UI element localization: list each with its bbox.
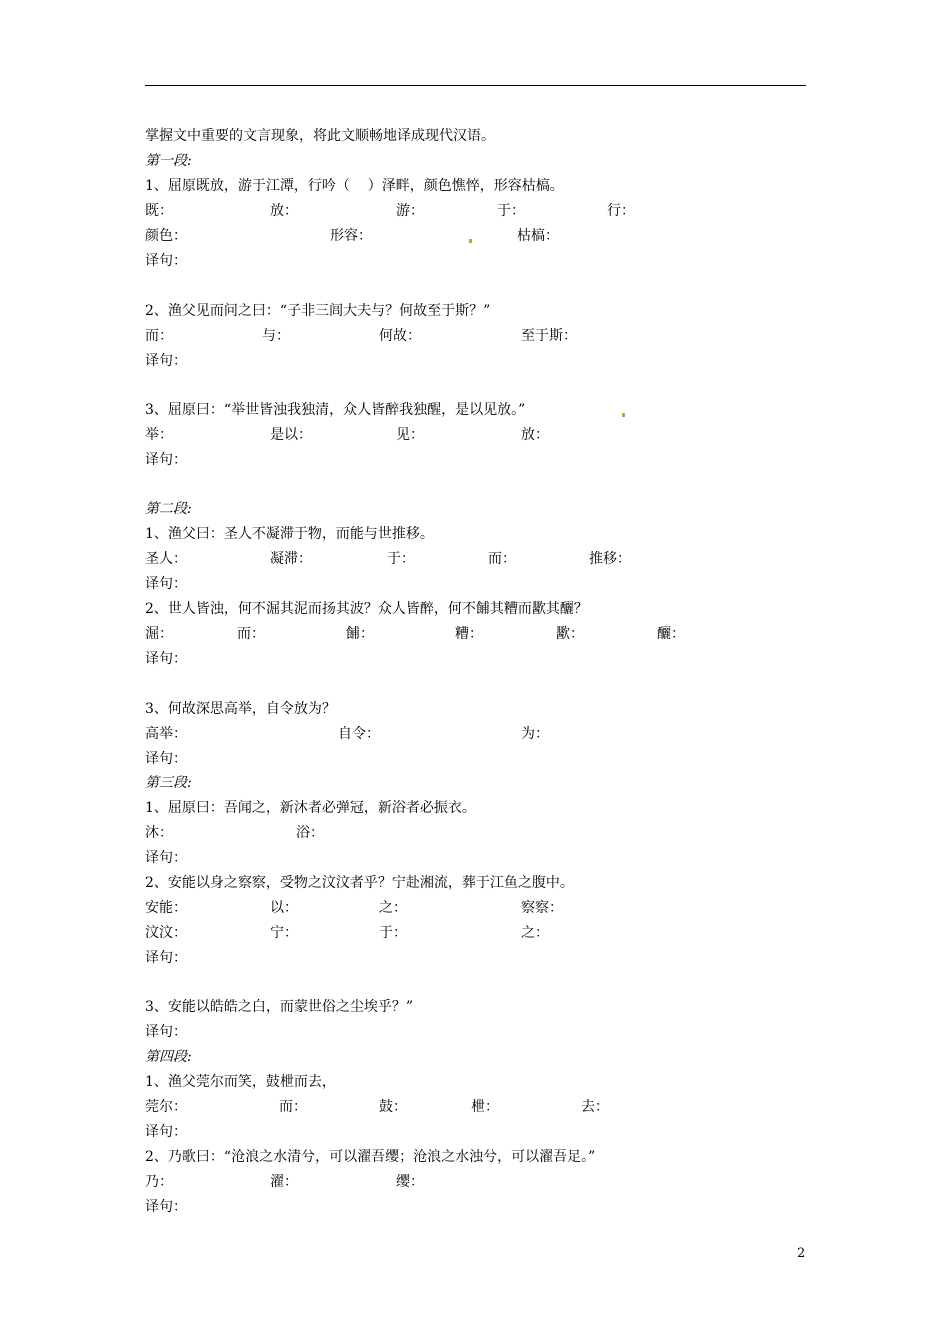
vocab-label: 见：: [396, 427, 424, 443]
page-number: 2: [797, 1246, 806, 1261]
vocab-label: 与：: [262, 328, 290, 344]
vocab-label: 何故：: [379, 328, 421, 344]
section-3-heading: 第三段:: [145, 775, 192, 791]
vocab-label: 淈：: [145, 626, 173, 642]
vocab-label: 举：: [145, 427, 173, 443]
p3-sentence-2: 2、安能以身之察察，受物之汶汶者乎？宁赴湘流，葬于江鱼之腹中。: [145, 875, 574, 891]
vocab-label: 察察：: [521, 900, 563, 916]
translate-label: 译句：: [145, 253, 187, 269]
vocab-label: 而：: [488, 551, 516, 567]
translate-label: 译句：: [145, 1124, 187, 1140]
vocab-label: 濯：: [270, 1174, 298, 1190]
translate-label: 译句：: [145, 452, 187, 468]
p2-sentence-3: 3、何故深思高举，自令放为？: [145, 701, 336, 717]
vocab-label: 圣人：: [145, 551, 187, 567]
vocab-label: 为：: [521, 726, 549, 742]
p2-sentence-1: 1、渔父曰：圣人不凝滞于物，而能与世推移。: [145, 526, 434, 542]
section-4-heading: 第四段:: [145, 1049, 192, 1065]
vocab-label: 安能：: [145, 900, 187, 916]
vocab-label: 高举：: [145, 726, 187, 742]
vocab-label: 浴：: [296, 825, 324, 841]
p2-sentence-2: 2、世人皆浊，何不淈其泥而扬其波？众人皆醉，何不餔其糟而歠其釃？: [145, 601, 588, 617]
vocab-label: 乃：: [145, 1174, 173, 1190]
vocab-label: 以：: [270, 900, 298, 916]
vocab-label: 于：: [497, 203, 525, 219]
vocab-label: 于：: [387, 551, 415, 567]
intro-text: 掌握文中重要的文言现象，将此文顺畅地译成现代汉语。: [145, 128, 495, 144]
p3-sentence-3: 3、安能以皓皓之白，而蒙世俗之尘埃乎？”: [145, 999, 414, 1015]
section-2-heading: 第二段:: [145, 501, 192, 517]
p3-sentence-1: 1、屈原曰：吾闻之，新沐者必弹冠，新浴者必振衣。: [145, 800, 476, 816]
translate-label: 译句：: [145, 576, 187, 592]
vocab-label: 而：: [237, 626, 265, 642]
vocab-label: 枯槁：: [517, 228, 559, 244]
translate-label: 译句：: [145, 850, 187, 866]
vocab-label: 汶汶：: [145, 925, 187, 941]
vocab-label: 推移：: [589, 551, 631, 567]
vocab-label: 凝滞：: [270, 551, 312, 567]
vocab-label: 去：: [581, 1099, 609, 1115]
vocab-label: 枻：: [471, 1099, 499, 1115]
vocab-label: 放：: [270, 203, 298, 219]
vocab-label: 行：: [607, 203, 635, 219]
vocab-label: 形容：: [330, 228, 372, 244]
vocab-label: 鼓：: [379, 1099, 407, 1115]
vocab-label: 自令：: [338, 726, 380, 742]
stray-mark: [622, 413, 625, 417]
vocab-label: 至于斯：: [521, 328, 577, 344]
p1-sentence-1: 1、屈原既放，游于江潭，行吟（ ）泽畔，颜色憔悴，形容枯槁。: [145, 178, 564, 194]
translate-label: 译句：: [145, 651, 187, 667]
vocab-label: 之：: [379, 900, 407, 916]
vocab-label: 于：: [379, 925, 407, 941]
vocab-label: 既：: [145, 203, 173, 219]
vocab-label: 沐：: [145, 825, 173, 841]
vocab-label: 宁：: [270, 925, 298, 941]
vocab-label: 颜色：: [145, 228, 187, 244]
translate-label: 译句：: [145, 950, 187, 966]
vocab-label: 之：: [521, 925, 549, 941]
translate-label: 译句：: [145, 1199, 187, 1215]
vocab-label: 而：: [279, 1099, 307, 1115]
vocab-label: 而：: [145, 328, 173, 344]
vocab-label: 莞尔：: [145, 1099, 187, 1115]
p1-sentence-2: 2、渔父见而问之曰：“子非三闾大夫与？何故至于斯？”: [145, 303, 491, 319]
translate-label: 译句：: [145, 751, 187, 767]
stray-mark: [469, 239, 472, 243]
vocab-label: 糟：: [455, 626, 483, 642]
vocab-label: 餔：: [346, 626, 374, 642]
vocab-label: 缨：: [396, 1174, 424, 1190]
p4-sentence-2: 2、乃歌曰：“沧浪之水清兮，可以濯吾缨；沧浪之水浊兮，可以濯吾足。”: [145, 1149, 596, 1165]
translate-label: 译句：: [145, 353, 187, 369]
vocab-label: 放：: [521, 427, 549, 443]
vocab-label: 釃：: [657, 626, 685, 642]
header-rule: [145, 85, 806, 86]
translate-label: 译句：: [145, 1024, 187, 1040]
p4-sentence-1: 1、渔父莞尔而笑，鼓枻而去，: [145, 1074, 336, 1090]
p1-sentence-3: 3、屈原曰：“举世皆浊我独清，众人皆醉我独醒，是以见放。”: [145, 402, 526, 418]
vocab-label: 游：: [396, 203, 424, 219]
section-1-heading: 第一段:: [145, 153, 192, 169]
vocab-label: 歠：: [556, 626, 584, 642]
vocab-label: 是以：: [270, 427, 312, 443]
